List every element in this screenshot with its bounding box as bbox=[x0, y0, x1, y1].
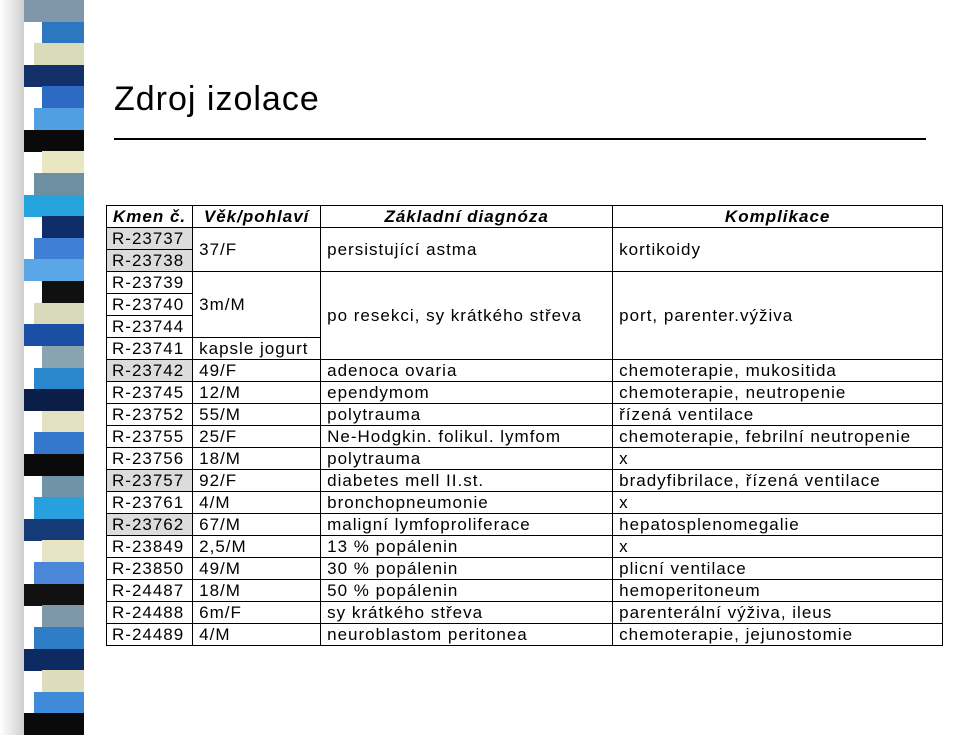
kmen-cell: R-24488 bbox=[107, 602, 193, 624]
stripe-block bbox=[42, 86, 84, 108]
kmen-cell: R-23752 bbox=[107, 404, 193, 426]
header-vek-pohlavi: Věk/pohlaví bbox=[193, 206, 321, 228]
vek-cell: 92/F bbox=[193, 470, 321, 492]
kmen-cell: R-23755 bbox=[107, 426, 193, 448]
diagnoza-cell: polytrauma bbox=[321, 404, 613, 426]
stripe-block bbox=[24, 454, 84, 476]
diagnoza-cell: neuroblastom peritonea bbox=[321, 624, 613, 646]
komplikace-cell: x bbox=[613, 492, 943, 514]
stripe-block bbox=[24, 713, 84, 735]
stripe-block bbox=[24, 65, 84, 87]
table-row bbox=[107, 272, 943, 294]
vek-cell: 18/M bbox=[193, 580, 321, 602]
diagnoza-cell: 50 % popálenin bbox=[321, 580, 613, 602]
komplikace-cell: x bbox=[613, 536, 943, 558]
vek-cell: 12/M bbox=[193, 382, 321, 404]
stripe-block bbox=[34, 368, 84, 390]
stripe-block bbox=[24, 0, 84, 22]
stripe-block bbox=[24, 519, 84, 541]
kmen-cell: R-23761 bbox=[107, 492, 193, 514]
stripe-block bbox=[42, 540, 84, 562]
stripe-block bbox=[24, 130, 84, 152]
kmen-cell: R-23756 bbox=[107, 448, 193, 470]
komplikace-cell: kortikoidy bbox=[613, 228, 943, 272]
stripe-block bbox=[42, 22, 84, 44]
stripe-block bbox=[34, 692, 84, 714]
stripe-block bbox=[24, 195, 84, 217]
kmen-cell: R-23738 bbox=[107, 250, 193, 272]
isolate-source-table bbox=[106, 205, 943, 646]
komplikace-cell: chemoterapie, febrilní neutropenie bbox=[613, 426, 943, 448]
decorative-stripe-band bbox=[0, 0, 100, 735]
vek-cell: 25/F bbox=[193, 426, 321, 448]
diagnoza-cell: maligní lymfoproliferace bbox=[321, 514, 613, 536]
kmen-cell: R-23745 bbox=[107, 382, 193, 404]
stripe-block bbox=[34, 173, 84, 195]
diagnoza-cell: sy krátkého střeva bbox=[321, 602, 613, 624]
stripe-block bbox=[34, 497, 84, 519]
vek-cell: 55/M bbox=[193, 404, 321, 426]
diagnoza-cell: Ne-Hodgkin. folikul. lymfom bbox=[321, 426, 613, 448]
komplikace-cell: řízená ventilace bbox=[613, 404, 943, 426]
komplikace-cell: chemoterapie, neutropenie bbox=[613, 382, 943, 404]
vek-cell: 3m/M bbox=[193, 272, 321, 338]
table-row bbox=[107, 492, 943, 514]
table-row bbox=[107, 580, 943, 602]
table-row bbox=[107, 470, 943, 492]
komplikace-cell: chemoterapie, mukositida bbox=[613, 360, 943, 382]
kmen-cell: R-24487 bbox=[107, 580, 193, 602]
diagnoza-cell: persistující astma bbox=[321, 228, 613, 272]
table-row bbox=[107, 426, 943, 448]
table-row bbox=[107, 382, 943, 404]
table-row bbox=[107, 536, 943, 558]
stripe-block bbox=[34, 238, 84, 260]
stripe-block bbox=[42, 670, 84, 692]
header-zakladni-diagnoza: Základní diagnóza bbox=[321, 206, 613, 228]
komplikace-cell: hepatosplenomegalie bbox=[613, 514, 943, 536]
table-row bbox=[107, 360, 943, 382]
vek-cell: 67/M bbox=[193, 514, 321, 536]
table-row bbox=[107, 228, 943, 250]
komplikace-cell: x bbox=[613, 448, 943, 470]
stripe-block bbox=[42, 346, 84, 368]
vek-cell: kapsle jogurt bbox=[193, 338, 321, 360]
komplikace-cell: hemoperitoneum bbox=[613, 580, 943, 602]
stripe-block bbox=[34, 562, 84, 584]
diagnoza-cell: po resekci, sy krátkého střeva bbox=[321, 272, 613, 360]
table-row bbox=[107, 624, 943, 646]
slide-title: Zdroj izolace bbox=[114, 80, 320, 118]
kmen-cell: R-24489 bbox=[107, 624, 193, 646]
vek-cell: 4/M bbox=[193, 492, 321, 514]
stripe-block bbox=[24, 389, 84, 411]
table-row bbox=[107, 404, 943, 426]
kmen-cell: R-23762 bbox=[107, 514, 193, 536]
vek-cell: 4/M bbox=[193, 624, 321, 646]
kmen-cell: R-23737 bbox=[107, 228, 193, 250]
header-komplikace: Komplikace bbox=[613, 206, 943, 228]
table-row bbox=[107, 514, 943, 536]
diagnoza-cell: adenoca ovaria bbox=[321, 360, 613, 382]
stripe-block bbox=[42, 216, 84, 238]
stripe-block bbox=[42, 411, 84, 433]
kmen-cell: R-23744 bbox=[107, 316, 193, 338]
table-row bbox=[107, 602, 943, 624]
diagnoza-cell: diabetes mell II.st. bbox=[321, 470, 613, 492]
komplikace-cell: plicní ventilace bbox=[613, 558, 943, 580]
stripe-block bbox=[34, 303, 84, 325]
header-kmen: Kmen č. bbox=[107, 206, 193, 228]
vek-cell: 37/F bbox=[193, 228, 321, 272]
vek-cell: 49/F bbox=[193, 360, 321, 382]
komplikace-cell: bradyfibrilace, řízená ventilace bbox=[613, 470, 943, 492]
vek-cell: 49/M bbox=[193, 558, 321, 580]
stripe-block bbox=[34, 432, 84, 454]
stripe-block bbox=[24, 259, 84, 281]
table-row bbox=[107, 558, 943, 580]
stripe-block bbox=[24, 649, 84, 671]
title-underline bbox=[114, 138, 926, 140]
table-header-row bbox=[107, 206, 943, 228]
komplikace-cell: chemoterapie, jejunostomie bbox=[613, 624, 943, 646]
stripe-block bbox=[42, 476, 84, 498]
kmen-cell: R-23849 bbox=[107, 536, 193, 558]
stripe-block bbox=[34, 108, 84, 130]
stripe-block bbox=[42, 281, 84, 303]
vek-cell: 18/M bbox=[193, 448, 321, 470]
diagnoza-cell: ependymom bbox=[321, 382, 613, 404]
kmen-cell: R-23740 bbox=[107, 294, 193, 316]
vek-cell: 2,5/M bbox=[193, 536, 321, 558]
stripe-block bbox=[34, 627, 84, 649]
komplikace-cell: port, parenter.výživa bbox=[613, 272, 943, 360]
stripe-block bbox=[24, 324, 84, 346]
stripe-block bbox=[34, 43, 84, 65]
diagnoza-cell: 13 % popálenin bbox=[321, 536, 613, 558]
kmen-cell: R-23757 bbox=[107, 470, 193, 492]
diagnoza-cell: polytrauma bbox=[321, 448, 613, 470]
stripe-edge bbox=[0, 0, 24, 735]
komplikace-cell: parenterální výživa, ileus bbox=[613, 602, 943, 624]
kmen-cell: R-23739 bbox=[107, 272, 193, 294]
kmen-cell: R-23742 bbox=[107, 360, 193, 382]
diagnoza-cell: bronchopneumonie bbox=[321, 492, 613, 514]
stripe-block bbox=[42, 151, 84, 173]
stripe-block bbox=[42, 605, 84, 627]
stripe-block bbox=[24, 584, 84, 606]
kmen-cell: R-23850 bbox=[107, 558, 193, 580]
table-row bbox=[107, 448, 943, 470]
vek-cell: 6m/F bbox=[193, 602, 321, 624]
diagnoza-cell: 30 % popálenin bbox=[321, 558, 613, 580]
kmen-cell: R-23741 bbox=[107, 338, 193, 360]
